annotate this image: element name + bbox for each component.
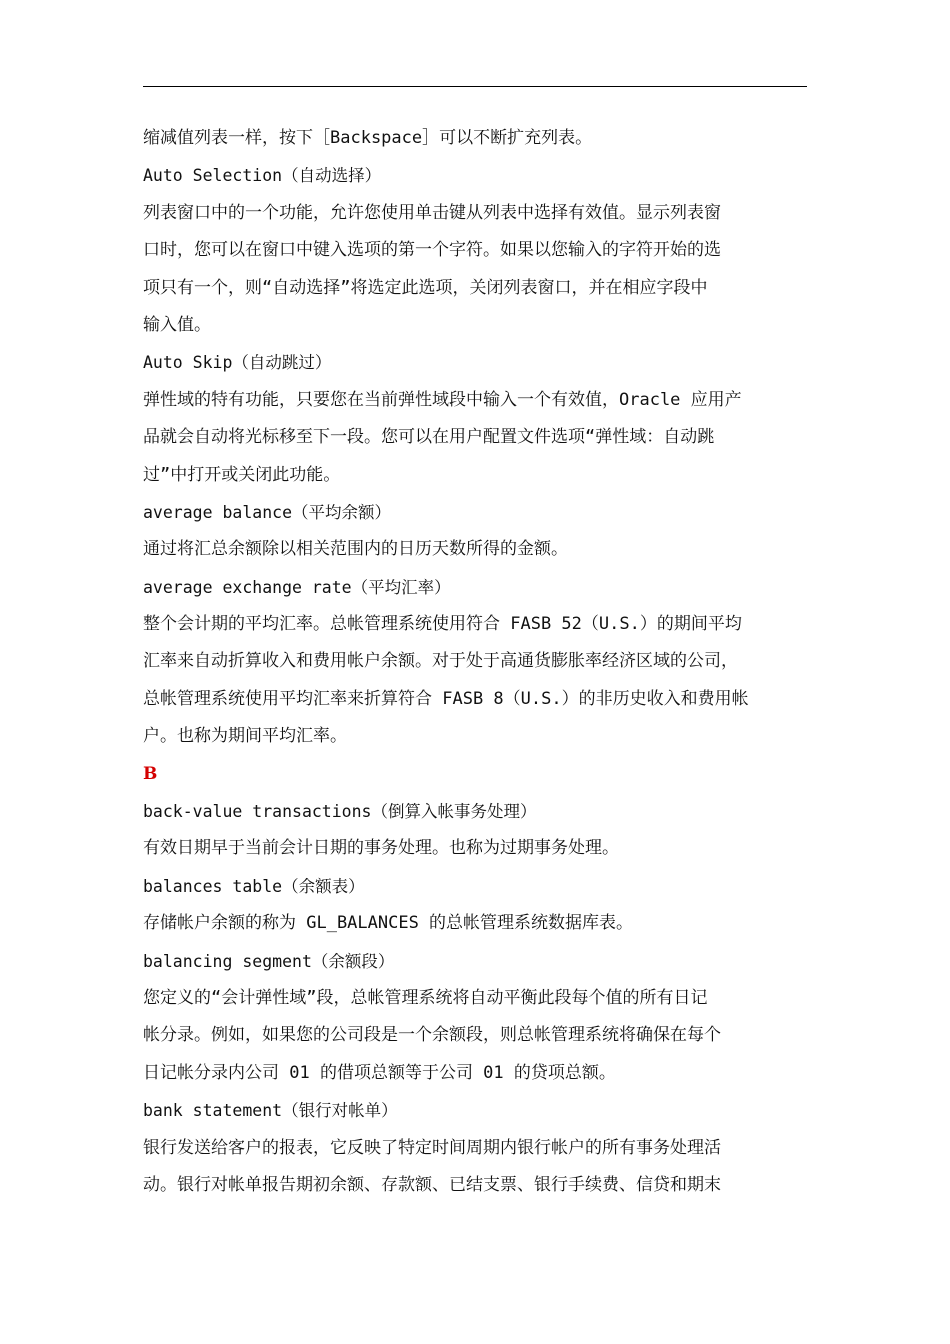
definition-line: 总帐管理系统使用平均汇率来折算符合 FASB 8（U.S.）的非历史收入和费用帐	[143, 688, 749, 709]
glossary-term: balancing segment（余额段）	[143, 951, 395, 971]
definition-line: 品就会自动将光标移至下一段。您可以在用户配置文件选项“弹性域：自动跳	[143, 427, 715, 448]
header-rule	[143, 86, 807, 87]
definition-line: 项只有一个，则“自动选择”将选定此选项，关闭列表窗口，并在相应字段中	[143, 277, 708, 298]
definition-line: 缩减值列表一样，按下［Backspace］可以不断扩充列表。	[143, 128, 593, 148]
glossary-term: bank statement（银行对帐单）	[143, 1101, 398, 1121]
definition-line: 通过将汇总余额除以相关范围内的日历天数所得的金额。	[143, 539, 568, 560]
definition-line: 您定义的“会计弹性域”段，总帐管理系统将自动平衡此段每个值的所有日记	[143, 987, 708, 1008]
glossary-term: Auto Skip（自动跳过）	[143, 353, 332, 373]
definition-line: 银行发送给客户的报表，它反映了特定时间周期内银行帐户的所有事务处理活	[143, 1137, 721, 1158]
definition-line: 口时，您可以在窗口中键入选项的第一个字符。如果以您输入的字符开始的选	[143, 240, 721, 261]
definition-line: 列表窗口中的一个功能，允许您使用单击键从列表中选择有效值。显示列表窗	[143, 202, 721, 223]
glossary-term: balances table（余额表）	[143, 876, 365, 896]
section-letter: B	[143, 763, 158, 784]
definition-line: 整个会计期的平均汇率。总帐管理系统使用符合 FASB 52（U.S.）的期间平均	[143, 614, 742, 635]
definition-line: 弹性域的特有功能，只要您在当前弹性域段中输入一个有效值，Oracle 应用产	[143, 389, 742, 410]
definition-line: 帐分录。例如，如果您的公司段是一个余额段，则总帐管理系统将确保在每个	[143, 1025, 721, 1046]
definition-line: 汇率来自动折算收入和费用帐户余额。对于处于高通货膨胀率经济区域的公司，	[143, 651, 738, 672]
glossary-term: average exchange rate（平均汇率）	[143, 577, 451, 597]
glossary-content	[143, 120, 813, 1204]
definition-line: 过”中打开或关闭此功能。	[143, 464, 341, 485]
definition-line: 有效日期早于当前会计日期的事务处理。也称为过期事务处理。	[143, 838, 619, 859]
definition-line: 输入值。	[143, 314, 211, 335]
definition-line: 户。也称为期间平均汇率。	[143, 726, 347, 747]
definition-line: 存储帐户余额的称为 GL_BALANCES 的总帐管理系统数据库表。	[143, 913, 634, 934]
glossary-term: Auto Selection（自动选择）	[143, 166, 382, 186]
glossary-term: back-value transactions（倒算入帐事务处理）	[143, 802, 537, 822]
definition-line: 日记帐分录内公司 01 的借项总额等于公司 01 的贷项总额。	[143, 1062, 616, 1083]
glossary-term: average balance（平均余额）	[143, 502, 392, 522]
definition-line: 动。银行对帐单报告期初余额、存款额、已结支票、银行手续费、信贷和期末	[143, 1174, 721, 1195]
